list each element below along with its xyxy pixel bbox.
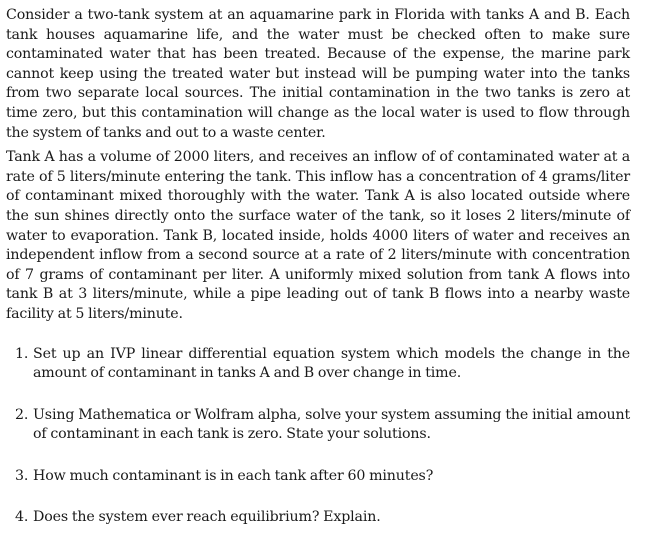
tank-details-paragraph: Tank A has a volume of 2000 liters, and receives an inflow of of contaminated water at a rate of 5 liters/minute entering the tank. This inflow has a concentration of 4 grams/liter of contaminant mixed thoroughly with the water. Tank A is also located outside where the sun shines directly onto the surface water of the tank, so it loses 2 liters/minute of water to evaporation. Tank B, located inside, holds 4000 liters of water and receives an independent inflow from a second source at a rate of 2 liters/minute with concentration of 7 grams of contaminant per liter. A uniformly mixed solution from tank A flows into tank B at 3 liters/minute, while a pipe leading out of tank B flows into a nearby waste facility at 5 liters/minute.: [6, 149, 630, 322]
question-number: 4.: [15, 509, 29, 526]
question-list: [6, 345, 630, 529]
question-item: [6, 406, 630, 445]
document-page: [6, 6, 630, 528]
question-number: 2.: [15, 406, 29, 423]
question-text: Does the system ever reach equilibrium? Explain.: [33, 509, 381, 526]
intro-paragraph: Consider a two-tank system at an aquamarine park in Florida with tanks A and B. Each tank houses aquamarine life, and the water must be checked often to make sure contaminated water that has been treated. Because of the expense, the marine park cannot keep using the treated water but instead will be pumping water into the tanks from two separate local sources. The initial contamination in the two tanks is zero at time zero, but this contamination will change as the local water is used to flow through the system of tanks and out to a waste center.: [6, 7, 630, 141]
question-item: [6, 508, 630, 528]
question-number: 3.: [15, 467, 29, 484]
question-text: How much contaminant is in each tank after 60 minutes?: [33, 467, 434, 484]
question-text: Set up an IVP linear differential equation system which models the change in the amount of contaminant in tanks A and B over change in time.: [33, 345, 630, 382]
question-number: 1.: [15, 345, 29, 362]
question-item: [6, 467, 630, 487]
question-text: Using Mathematica or Wolfram alpha, solve your system assuming the initial amount of contaminant in each tank is zero. State your solutions.: [33, 406, 630, 443]
question-item: [6, 345, 630, 384]
